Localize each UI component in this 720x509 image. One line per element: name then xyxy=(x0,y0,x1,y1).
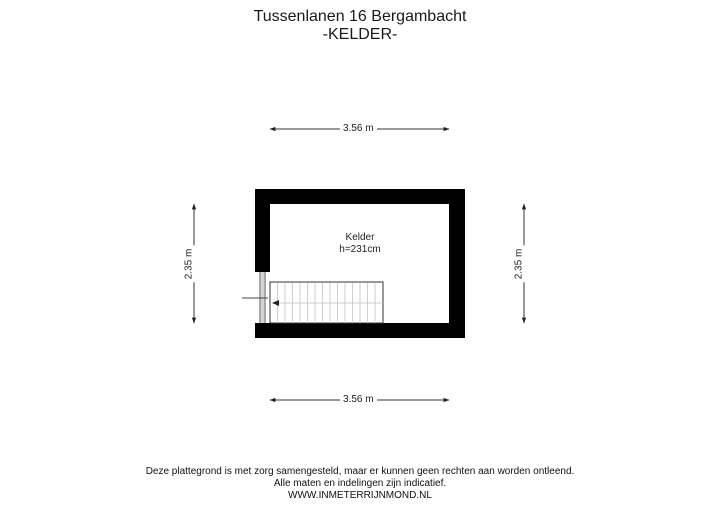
indicative-note: Alle maten en indelingen zijn indicatief. xyxy=(273,478,447,489)
dimension-top-label: 3.56 m xyxy=(340,123,377,135)
floor-title: -KELDER- xyxy=(322,26,398,43)
plan-address-title: Tussenlanen 16 Bergambacht xyxy=(253,8,467,25)
room-height: h=231cm xyxy=(339,244,381,255)
room-name: Kelder xyxy=(345,232,375,243)
dimension-left-label: 2.35 m xyxy=(183,246,195,283)
dimension-right-label: 2.35 m xyxy=(513,246,525,283)
staircase xyxy=(270,282,383,323)
disclaimer-text: Deze plattegrond is met zorg samengesteld, maar er kunnen geen rechten aan worden ontleend. xyxy=(145,466,575,477)
dimension-bottom-label: 3.56 m xyxy=(340,394,377,406)
website-text: WWW.INMETERRIJNMOND.NL xyxy=(288,490,432,501)
